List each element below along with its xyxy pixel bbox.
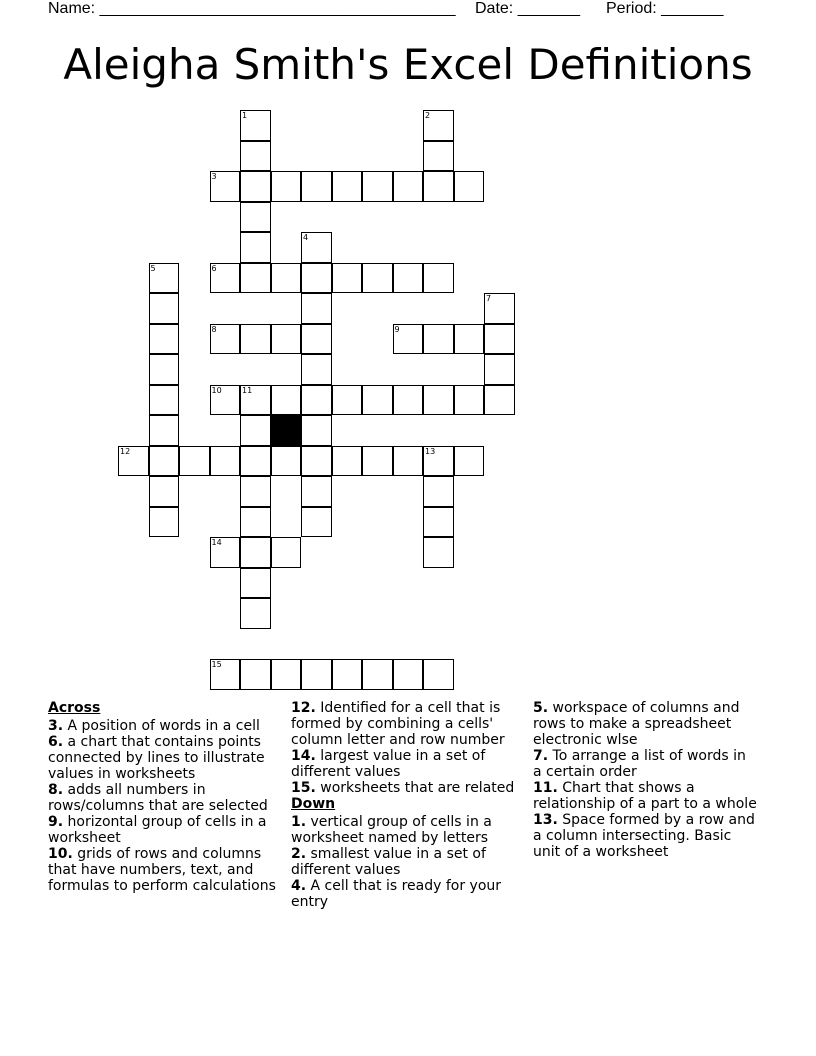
grid-cell[interactable] (301, 659, 332, 690)
grid-cell[interactable] (423, 141, 454, 172)
grid-cell[interactable] (210, 263, 241, 294)
grid-cell[interactable] (423, 507, 454, 538)
clue-number: 3 (211, 172, 217, 181)
grid-cell[interactable] (362, 446, 393, 477)
grid-cell[interactable] (362, 263, 393, 294)
clue-number: 6 (211, 263, 217, 273)
grid-cell[interactable] (423, 476, 454, 507)
grid-cell[interactable] (240, 263, 271, 294)
grid-cell[interactable] (210, 385, 241, 416)
grid-cell[interactable] (210, 537, 241, 568)
grid-cell[interactable] (210, 324, 241, 355)
grid-cell[interactable] (271, 385, 302, 416)
grid-cell[interactable] (484, 293, 515, 324)
grid-cell[interactable] (423, 171, 454, 202)
grid-cell[interactable] (240, 202, 271, 233)
grid-cell[interactable] (149, 446, 180, 477)
grid-cell[interactable] (240, 476, 271, 507)
grid-cell[interactable] (301, 446, 332, 477)
grid-cell[interactable] (301, 354, 332, 385)
clue-number: 9 (394, 324, 400, 334)
clues-column-3 (533, 700, 758, 860)
grid-cell[interactable] (423, 446, 454, 477)
grid-cell[interactable] (393, 659, 424, 690)
grid-cell[interactable] (423, 263, 454, 294)
grid-cell[interactable] (423, 324, 454, 355)
grid-cell[interactable] (484, 324, 515, 355)
grid-cell[interactable] (301, 232, 332, 263)
grid-cell[interactable] (362, 385, 393, 416)
down-clue: 1. vertical group of cells in a worksheet named by letters (291, 814, 492, 846)
grid-cell[interactable] (271, 537, 302, 568)
grid-cell[interactable] (240, 537, 271, 568)
grid-cell[interactable] (332, 385, 363, 416)
down-clue: 7. To arrange a list of words in a certain order (533, 748, 746, 780)
grid-cell[interactable] (240, 110, 271, 141)
period-field[interactable]: Period: _______ (606, 0, 724, 17)
name-field[interactable]: Name: ________________________________________ (48, 0, 456, 17)
grid-cell[interactable] (484, 354, 515, 385)
header-fields (48, 0, 768, 20)
grid-cell[interactable] (240, 324, 271, 355)
clue-number: 13 (425, 446, 436, 456)
clue-number: 8 (211, 324, 217, 334)
grid-cell[interactable] (301, 324, 332, 355)
grid-cell[interactable] (484, 385, 515, 416)
grid-cell[interactable] (118, 446, 149, 477)
grid-cell[interactable] (301, 263, 332, 294)
clue-number: 1 (242, 111, 248, 120)
across-clue: 6. a chart that contains points connected by lines to illustrate values in worksheets (48, 734, 265, 782)
grid-cell[interactable] (393, 171, 424, 202)
grid-cell[interactable] (301, 385, 332, 416)
grid-cell[interactable] (454, 385, 485, 416)
grid-cell[interactable] (423, 110, 454, 141)
grid-cell[interactable] (423, 537, 454, 568)
grid-cell[interactable] (149, 293, 180, 324)
down-clue: 5. workspace of columns and rows to make a spreadsheet electronic wlse (533, 700, 740, 748)
grid-cell[interactable] (149, 263, 180, 294)
down-heading: Down (291, 796, 336, 812)
grid-cell[interactable] (149, 507, 180, 538)
grid-cell[interactable] (149, 415, 180, 446)
grid-cell[interactable] (454, 324, 485, 355)
clue-number: 7 (486, 294, 492, 303)
grid-cell[interactable] (240, 568, 271, 599)
grid-cell[interactable] (393, 263, 424, 294)
grid-cell[interactable] (271, 446, 302, 477)
grid-cell[interactable] (332, 659, 363, 690)
grid-cell[interactable] (271, 659, 302, 690)
grid-cell[interactable] (332, 263, 363, 294)
grid-cell[interactable] (149, 324, 180, 355)
clue-number: 5 (150, 263, 156, 273)
grid-cell[interactable] (301, 507, 332, 538)
clue-number: 4 (303, 233, 309, 242)
down-clue: 2. smallest value in a set of different values (291, 846, 486, 878)
grid-cell[interactable] (149, 354, 180, 385)
grid-cell[interactable] (301, 476, 332, 507)
grid-cell[interactable] (179, 446, 210, 477)
grid-cell[interactable] (393, 324, 424, 355)
grid-cell[interactable] (393, 446, 424, 477)
down-clue: 11. Chart that shows a relationship of a part to a whole (533, 780, 757, 812)
across-clue: 8. adds all numbers in rows/columns that are selected (48, 782, 268, 814)
grid-cell[interactable] (454, 171, 485, 202)
across-clue: 9. horizontal group of cells in a worksheet (48, 814, 267, 846)
grid-cell[interactable] (240, 415, 271, 446)
grid-cell[interactable] (271, 171, 302, 202)
clue-number: 10 (211, 385, 222, 395)
grid-cell[interactable] (240, 507, 271, 538)
grid-cell[interactable] (240, 385, 271, 416)
clues-column-1 (48, 700, 284, 894)
grid-cell[interactable] (332, 171, 363, 202)
down-clue: 13. Space formed by a row and a column intersecting. Basic unit of a worksheet (533, 812, 755, 860)
grid-cell[interactable] (454, 446, 485, 477)
across-clue: 14. largest value in a set of different values (291, 748, 486, 780)
grid-cell[interactable] (210, 171, 241, 202)
clues-column-2 (291, 700, 521, 910)
grid-cell[interactable] (301, 293, 332, 324)
grid-cell[interactable] (240, 232, 271, 263)
clue-number: 14 (211, 538, 222, 547)
grid-cell[interactable] (149, 476, 180, 507)
grid-cell[interactable] (271, 324, 302, 355)
grid-cell[interactable] (393, 385, 424, 416)
grid-cell[interactable] (423, 659, 454, 690)
grid-cell[interactable] (362, 171, 393, 202)
across-clue: 15. worksheets that are related (291, 780, 515, 796)
clue-number: 12 (120, 446, 131, 456)
grid-cell[interactable] (210, 659, 241, 690)
grid-cell[interactable] (271, 263, 302, 294)
grid-cell[interactable] (240, 446, 271, 477)
grid-cell[interactable] (301, 415, 332, 446)
grid-cell[interactable] (240, 659, 271, 690)
date-field[interactable]: Date: _______ (475, 0, 580, 17)
grid-cell[interactable] (240, 598, 271, 629)
grid-cell[interactable] (240, 171, 271, 202)
grid-cell[interactable] (332, 446, 363, 477)
clue-number: 2 (425, 111, 431, 120)
grid-cell[interactable] (362, 659, 393, 690)
clue-number: 11 (242, 385, 253, 395)
across-clue: 10. grids of rows and columns that have numbers, text, and formulas to perform calculations (48, 846, 276, 894)
grid-cell[interactable] (423, 385, 454, 416)
grid-cell[interactable] (240, 141, 271, 172)
grid-cell[interactable] (301, 171, 332, 202)
page-title: Aleigha Smith's Excel Definitions (63, 40, 753, 89)
down-clue: 4. A cell that is ready for your entry (291, 878, 502, 910)
across-clue: 12. Identified for a cell that is formed by combining a cells' column letter and row number (291, 700, 505, 748)
blocked-cell (271, 415, 302, 446)
grid-cell[interactable] (149, 385, 180, 416)
across-heading: Across (48, 700, 101, 716)
across-clue: 3. A position of words in a cell (48, 718, 260, 734)
clue-number: 15 (211, 660, 222, 669)
grid-cell[interactable] (210, 446, 241, 477)
